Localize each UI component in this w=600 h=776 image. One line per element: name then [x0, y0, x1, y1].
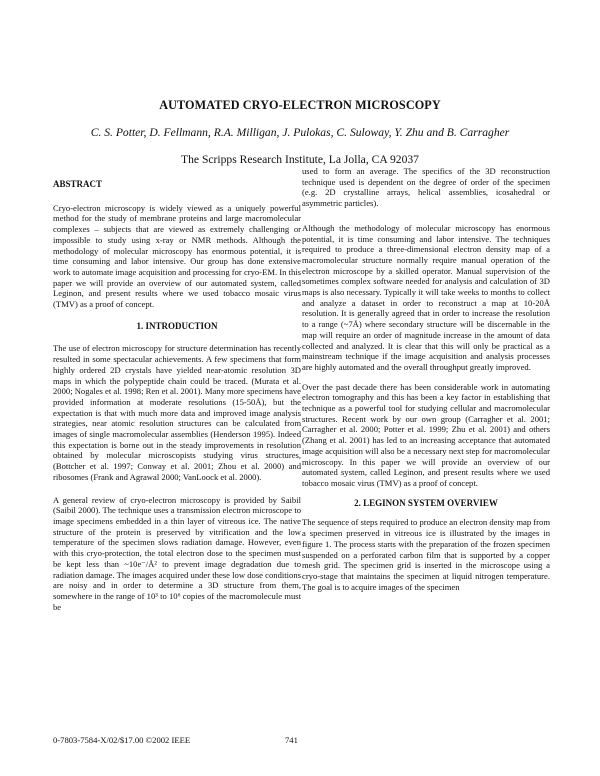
intro-paragraph-1: The use of electron microscopy for structure determination has recently resulted in some spectacular achievements. A few specimens that form highly ordered 2D crystals have yielded near-atomic resolution 3D maps in which the polypeptide chain could be traced. (Murata et al. 2000; Nogales et al. 1998; Ren et al. 2001). Many more specimens have provided information at moderate resolutions (15-50Å), but the expectation is that with much more data and improved image analysis strategies, near atomic resolution structures can be calculated from images of single macromolecular assemblies (Henderson 1995). Indeed this expectation is borne out in the steady improvements in resolution obtained by molecular microscopists studying virus structures, (Bottcher et al. 1997; Conway et al. 2001; Zhou et al. 2000) and ribosomes (Frank and Agrawal 2000; VanLoock et al. 2000). — [53, 343, 301, 482]
page-number: 741 — [285, 735, 298, 745]
body-paragraph-3: Over the past decade there has been considerable work in automating electron tomography and this has been a key factor in establishing that technique as a powerful tool for studying cellular and macromolecular structures. Recent work by our own group (Carragher et al. 2001; Carragher et al. 2000; Potter et al. 1999; Zhu et al. 2001) and others (Zhang et al. 2001) has led to an increasing acceptance that automated image acquisition will also be a necessary next step for macromolecular microscopy. In this paper we will provide an overview of our automated system, called Leginon, and present results where we used tobacco mosaic virus (TMV) as a proof of concept. — [302, 381, 550, 488]
section-heading-introduction: 1. INTRODUCTION — [136, 320, 218, 331]
author-list: C. S. Potter, D. Fellmann, R.A. Milligan, J. Pulokas, C. Suloway, Y. Zhu and B. Carragher — [90, 126, 510, 139]
body-paragraph-4: The sequence of steps required to produce an electron density map from a specimen preserved in vitreous ice is illustrated by the images in figure 1. The process starts with the preparation of the frozen specimen suspended on a perforated carbon film that is supported by a copper mesh grid. The specimen grid is inserted in the microscope using a cryo-stage that maintains the specimen at liquid nitrogen temperature. The goal is to acquire images of the specimen — [302, 517, 550, 592]
body-paragraph-2: Although the methodology of molecular microscopy has enormous potential, it is time consuming and labor intensive. The techniques required to produce a three-dimensional electron density map of a macromolecular structure normally require manual operation of the electron microscope by a skilled operator. Manual supervision of the sometimes complex software needed for analysis and calculation of 3D maps is also necessary. Typically it will take weeks to months to collect and analyze a dataset in order to reconstruct a map at 10-20Å resolution. It is generally agreed that in order to increase the resolution to a range (~7Å) where secondary structure will be discernable in the map will require an order of magnitude increase in the amount of data collected and analyzed. It is clear that this will only be practical as a mainstream technique if the image acquisition and analysis processes are highly automated and the overall throughput greatly improved. — [302, 222, 550, 372]
right-column — [302, 166, 550, 601]
section-heading-leginon: 2. LEGINON SYSTEM OVERVIEW — [354, 497, 498, 508]
footer-copyright: 0-7803-7584-X/02/$17.00 ©2002 IEEE — [53, 735, 191, 745]
abstract-text: Cryo-electron microscopy is widely viewed as a uniquely powerful method for the study of membrane proteins and large macromolecular complexes – subjects that are viewed as extremely challenging or impossible to study using x-ray or NMR methods. Although the methodology of molecular microscopy has enormous potential, it is time consuming and labor intensive. Our group has done extensive work to automate image acquisition and processing for cryo-EM. In this paper we will provide an overview of our automated system, called Leginon, and present results where we used tobacco mosaic virus (TMV) as a proof of concept. — [53, 202, 301, 310]
left-column — [53, 179, 301, 621]
body-paragraph-1: used to form an average. The specifics of the 3D reconstruction technique used is dependent on the degree of order of the specimen (e.g. 2D crystalline arrays, helical assemblies, icosahedral or asymmetric particles). — [302, 166, 550, 209]
affiliation: The Scripps Research Institute, La Jolla, CA 92037 — [181, 153, 419, 166]
abstract-heading: ABSTRACT — [53, 179, 103, 189]
intro-paragraph-2: A general review of cryo-electron microscopy is provided by Saibil (Saibil 2000). The technique uses a transmission electron microscope to image specimens embedded in a thin layer of vitreous ice. The native structure of the protein is preserved by vitrification and the low temperature of the specimen slows radiation damage. However, even with this cryo-protection, the total electron dose to the specimen must be kept less than ~10e⁻/Å² to prevent image degradation due to radiation damage. The images acquired under these low dose conditions are noisy and in order to determine a 3D structure from them, somewhere in the range of 10³ to 10⁶ copies of the macromolecule must be — [53, 494, 301, 612]
paper-title: AUTOMATED CRYO-ELECTRON MICROSCOPY — [159, 98, 441, 112]
